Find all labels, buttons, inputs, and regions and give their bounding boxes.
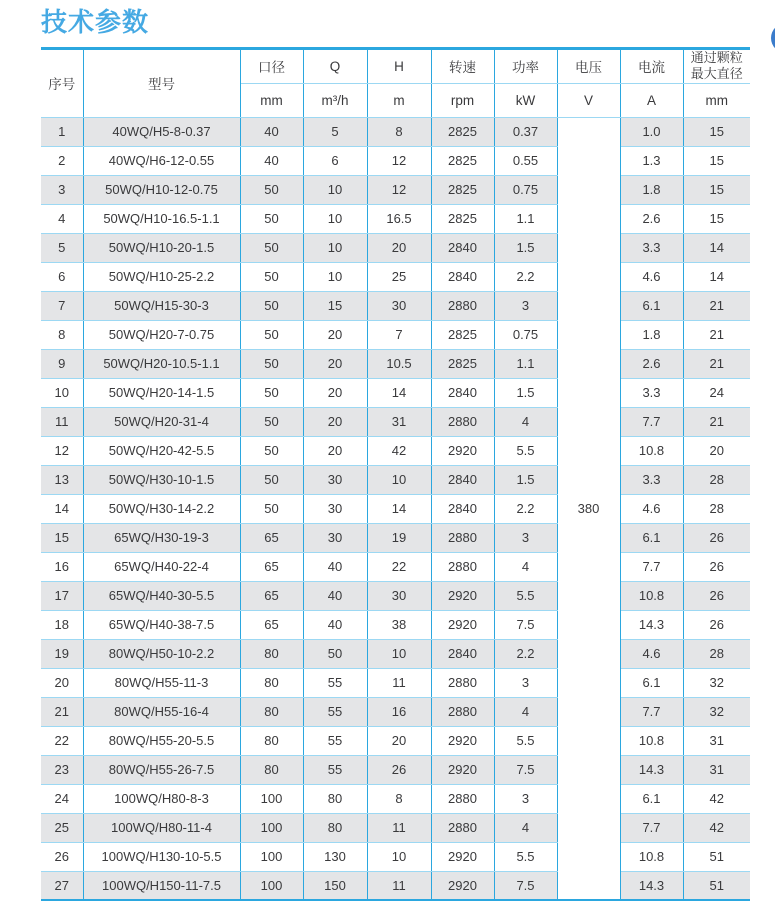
col-unit-voltage: V	[557, 83, 620, 117]
cell-particle: 32	[683, 697, 750, 726]
table-row	[41, 407, 750, 436]
cell-model: 50WQ/H10-12-0.75	[83, 175, 240, 204]
cell-diameter: 80	[240, 668, 303, 697]
cell-power: 3	[494, 291, 557, 320]
table-row	[41, 581, 750, 610]
cell-index: 2	[41, 146, 83, 175]
cell-power: 7.5	[494, 610, 557, 639]
cell-h: 16	[367, 697, 431, 726]
cell-particle: 14	[683, 262, 750, 291]
cell-speed: 2825	[431, 320, 494, 349]
cell-model: 100WQ/H150-11-7.5	[83, 871, 240, 900]
table-row	[41, 291, 750, 320]
cell-current: 10.8	[620, 842, 683, 871]
cell-index: 18	[41, 610, 83, 639]
cell-model: 100WQ/H80-8-3	[83, 784, 240, 813]
cell-model: 50WQ/H20-10.5-1.1	[83, 349, 240, 378]
col-header-q: Q	[303, 49, 367, 84]
cell-power: 4	[494, 813, 557, 842]
cell-h: 30	[367, 581, 431, 610]
cell-power: 4	[494, 697, 557, 726]
cell-speed: 2840	[431, 262, 494, 291]
cell-current: 3.3	[620, 465, 683, 494]
cell-h: 25	[367, 262, 431, 291]
cell-index: 24	[41, 784, 83, 813]
col-header-diameter: 口径	[240, 49, 303, 84]
cell-q: 55	[303, 726, 367, 755]
cell-power: 4	[494, 552, 557, 581]
table-header	[41, 49, 750, 118]
table-row	[41, 349, 750, 378]
cell-q: 6	[303, 146, 367, 175]
cell-current: 3.3	[620, 233, 683, 262]
table-row	[41, 175, 750, 204]
cell-current: 7.7	[620, 552, 683, 581]
cell-model: 80WQ/H55-11-3	[83, 668, 240, 697]
table-row	[41, 523, 750, 552]
cell-model: 65WQ/H40-38-7.5	[83, 610, 240, 639]
cell-h: 10	[367, 842, 431, 871]
cell-power: 5.5	[494, 842, 557, 871]
cell-diameter: 40	[240, 117, 303, 146]
cell-h: 8	[367, 784, 431, 813]
cell-diameter: 50	[240, 204, 303, 233]
table-row	[41, 755, 750, 784]
header-name-row	[41, 49, 750, 84]
cell-current: 7.7	[620, 813, 683, 842]
cell-h: 30	[367, 291, 431, 320]
cell-h: 22	[367, 552, 431, 581]
cell-speed: 2920	[431, 436, 494, 465]
table-row	[41, 378, 750, 407]
table-row	[41, 262, 750, 291]
cell-diameter: 65	[240, 552, 303, 581]
cell-index: 12	[41, 436, 83, 465]
cell-speed: 2880	[431, 697, 494, 726]
cell-power: 0.75	[494, 320, 557, 349]
cell-current: 6.1	[620, 291, 683, 320]
cell-diameter: 50	[240, 320, 303, 349]
cell-index: 9	[41, 349, 83, 378]
cell-model: 50WQ/H30-10-1.5	[83, 465, 240, 494]
cell-model: 50WQ/H15-30-3	[83, 291, 240, 320]
cell-current: 2.6	[620, 204, 683, 233]
cell-diameter: 50	[240, 407, 303, 436]
cell-model: 50WQ/H10-16.5-1.1	[83, 204, 240, 233]
cell-index: 1	[41, 117, 83, 146]
cell-speed: 2840	[431, 233, 494, 262]
cell-power: 3	[494, 668, 557, 697]
col-unit-q: m³/h	[303, 83, 367, 117]
cell-particle: 42	[683, 784, 750, 813]
cell-speed: 2880	[431, 813, 494, 842]
table-row	[41, 494, 750, 523]
col-unit-h: m	[367, 83, 431, 117]
table-row	[41, 320, 750, 349]
table-row	[41, 726, 750, 755]
cell-speed: 2825	[431, 204, 494, 233]
cell-index: 11	[41, 407, 83, 436]
cell-h: 20	[367, 726, 431, 755]
cell-particle: 20	[683, 436, 750, 465]
cell-model: 50WQ/H10-25-2.2	[83, 262, 240, 291]
cell-model: 80WQ/H50-10-2.2	[83, 639, 240, 668]
col-header-current: 电流	[620, 49, 683, 84]
table-row	[41, 784, 750, 813]
cell-h: 38	[367, 610, 431, 639]
cell-q: 80	[303, 813, 367, 842]
cell-h: 10	[367, 639, 431, 668]
technical-parameters-table	[41, 47, 750, 901]
cell-speed: 2920	[431, 581, 494, 610]
table-row	[41, 668, 750, 697]
cell-index: 8	[41, 320, 83, 349]
cell-power: 2.2	[494, 494, 557, 523]
col-header-index: 序号	[41, 49, 83, 118]
cell-index: 27	[41, 871, 83, 900]
cell-speed: 2825	[431, 349, 494, 378]
cell-q: 10	[303, 233, 367, 262]
cell-index: 4	[41, 204, 83, 233]
cell-index: 20	[41, 668, 83, 697]
cell-q: 80	[303, 784, 367, 813]
cell-model: 65WQ/H40-30-5.5	[83, 581, 240, 610]
cell-current: 6.1	[620, 784, 683, 813]
cell-index: 19	[41, 639, 83, 668]
cell-q: 10	[303, 175, 367, 204]
cell-diameter: 65	[240, 523, 303, 552]
cell-q: 50	[303, 639, 367, 668]
cell-current: 14.3	[620, 871, 683, 900]
cell-particle: 42	[683, 813, 750, 842]
cell-q: 20	[303, 378, 367, 407]
cell-diameter: 50	[240, 378, 303, 407]
cell-speed: 2825	[431, 146, 494, 175]
cell-power: 1.5	[494, 233, 557, 262]
cell-q: 30	[303, 465, 367, 494]
cell-model: 50WQ/H20-14-1.5	[83, 378, 240, 407]
cell-speed: 2920	[431, 871, 494, 900]
cell-power: 7.5	[494, 755, 557, 784]
cell-diameter: 100	[240, 784, 303, 813]
col-unit-speed: rpm	[431, 83, 494, 117]
cell-q: 30	[303, 494, 367, 523]
cell-h: 31	[367, 407, 431, 436]
cell-speed: 2840	[431, 378, 494, 407]
col-header-particle-label: 通过颗粒最大直径	[690, 50, 743, 82]
cell-index: 22	[41, 726, 83, 755]
cell-q: 20	[303, 407, 367, 436]
cell-power: 2.2	[494, 639, 557, 668]
cell-q: 5	[303, 117, 367, 146]
cell-current: 6.1	[620, 668, 683, 697]
cell-index: 23	[41, 755, 83, 784]
table-row	[41, 697, 750, 726]
cell-particle: 15	[683, 117, 750, 146]
table-row	[41, 552, 750, 581]
cell-speed: 2880	[431, 784, 494, 813]
col-unit-particle: mm	[683, 83, 750, 117]
table-body	[41, 117, 750, 900]
cell-particle: 21	[683, 349, 750, 378]
cell-particle: 15	[683, 175, 750, 204]
cell-diameter: 100	[240, 842, 303, 871]
cell-speed: 2880	[431, 407, 494, 436]
cell-index: 25	[41, 813, 83, 842]
cell-index: 15	[41, 523, 83, 552]
cell-q: 30	[303, 523, 367, 552]
cell-power: 5.5	[494, 581, 557, 610]
cell-index: 7	[41, 291, 83, 320]
table-row	[41, 146, 750, 175]
cell-power: 1.5	[494, 378, 557, 407]
table-row	[41, 233, 750, 262]
table-row	[41, 465, 750, 494]
cell-current: 2.6	[620, 349, 683, 378]
cell-power: 1.5	[494, 465, 557, 494]
cell-current: 14.3	[620, 610, 683, 639]
table-row	[41, 610, 750, 639]
cell-speed: 2920	[431, 755, 494, 784]
cell-power: 5.5	[494, 726, 557, 755]
cell-model: 50WQ/H30-14-2.2	[83, 494, 240, 523]
cell-speed: 2840	[431, 465, 494, 494]
cell-h: 14	[367, 494, 431, 523]
cell-power: 0.55	[494, 146, 557, 175]
cell-diameter: 100	[240, 813, 303, 842]
cell-q: 150	[303, 871, 367, 900]
cell-particle: 32	[683, 668, 750, 697]
cell-speed: 2880	[431, 523, 494, 552]
cell-speed: 2840	[431, 639, 494, 668]
cell-current: 1.8	[620, 175, 683, 204]
cell-current: 14.3	[620, 755, 683, 784]
cell-speed: 2825	[431, 117, 494, 146]
col-unit-diameter: mm	[240, 83, 303, 117]
cell-particle: 24	[683, 378, 750, 407]
cell-particle: 31	[683, 755, 750, 784]
cell-power: 1.1	[494, 349, 557, 378]
cell-power: 4	[494, 407, 557, 436]
cell-power: 5.5	[494, 436, 557, 465]
col-header-speed: 转速	[431, 49, 494, 84]
cell-diameter: 50	[240, 494, 303, 523]
cell-q: 20	[303, 349, 367, 378]
cell-q: 20	[303, 320, 367, 349]
cell-particle: 31	[683, 726, 750, 755]
cell-model: 100WQ/H80-11-4	[83, 813, 240, 842]
cell-index: 17	[41, 581, 83, 610]
col-unit-power: kW	[494, 83, 557, 117]
cell-index: 10	[41, 378, 83, 407]
cell-current: 10.8	[620, 581, 683, 610]
cell-power: 1.1	[494, 204, 557, 233]
cell-current: 6.1	[620, 523, 683, 552]
cell-particle: 26	[683, 610, 750, 639]
cell-h: 26	[367, 755, 431, 784]
col-header-power: 功率	[494, 49, 557, 84]
cell-diameter: 50	[240, 436, 303, 465]
cell-index: 5	[41, 233, 83, 262]
cell-q: 55	[303, 668, 367, 697]
cell-diameter: 80	[240, 639, 303, 668]
cell-q: 40	[303, 552, 367, 581]
cell-particle: 21	[683, 407, 750, 436]
cell-h: 20	[367, 233, 431, 262]
cell-particle: 26	[683, 523, 750, 552]
col-header-particle	[683, 49, 750, 84]
cell-speed: 2920	[431, 842, 494, 871]
cell-power: 3	[494, 523, 557, 552]
cell-particle: 51	[683, 842, 750, 871]
cell-h: 19	[367, 523, 431, 552]
cell-speed: 2880	[431, 668, 494, 697]
cell-power: 7.5	[494, 871, 557, 900]
cell-current: 10.8	[620, 726, 683, 755]
table-row	[41, 639, 750, 668]
cell-current: 3.3	[620, 378, 683, 407]
cell-particle: 21	[683, 320, 750, 349]
cell-h: 7	[367, 320, 431, 349]
cell-h: 10	[367, 465, 431, 494]
cell-model: 50WQ/H20-7-0.75	[83, 320, 240, 349]
cell-speed: 2880	[431, 552, 494, 581]
cell-speed: 2880	[431, 291, 494, 320]
cell-power: 3	[494, 784, 557, 813]
cell-power: 0.75	[494, 175, 557, 204]
cell-diameter: 50	[240, 233, 303, 262]
cell-particle: 26	[683, 581, 750, 610]
table-row	[41, 842, 750, 871]
cell-q: 55	[303, 697, 367, 726]
cell-particle: 21	[683, 291, 750, 320]
cell-speed: 2920	[431, 726, 494, 755]
cell-diameter: 50	[240, 262, 303, 291]
cell-diameter: 65	[240, 610, 303, 639]
cell-index: 16	[41, 552, 83, 581]
cell-power: 2.2	[494, 262, 557, 291]
cell-particle: 15	[683, 146, 750, 175]
cell-particle: 51	[683, 871, 750, 900]
table-row	[41, 204, 750, 233]
cell-diameter: 50	[240, 349, 303, 378]
cell-current: 1.3	[620, 146, 683, 175]
cell-q: 10	[303, 204, 367, 233]
cell-h: 16.5	[367, 204, 431, 233]
table-row	[41, 436, 750, 465]
col-header-model: 型号	[83, 49, 240, 118]
cell-q: 40	[303, 581, 367, 610]
cell-index: 21	[41, 697, 83, 726]
page-title: 技术参数	[41, 7, 150, 37]
cell-current: 7.7	[620, 407, 683, 436]
cell-particle: 28	[683, 494, 750, 523]
cell-current: 7.7	[620, 697, 683, 726]
table-row	[41, 871, 750, 900]
cell-h: 10.5	[367, 349, 431, 378]
cell-current: 4.6	[620, 262, 683, 291]
cell-model: 50WQ/H20-31-4	[83, 407, 240, 436]
table-row	[41, 117, 750, 146]
cell-h: 12	[367, 175, 431, 204]
cell-q: 55	[303, 755, 367, 784]
cell-index: 13	[41, 465, 83, 494]
cell-particle: 28	[683, 639, 750, 668]
cell-diameter: 80	[240, 755, 303, 784]
col-header-h: H	[367, 49, 431, 84]
cell-diameter: 80	[240, 726, 303, 755]
col-unit-current: A	[620, 83, 683, 117]
cell-current: 1.8	[620, 320, 683, 349]
cell-index: 3	[41, 175, 83, 204]
cell-current: 4.6	[620, 494, 683, 523]
cell-model: 80WQ/H55-16-4	[83, 697, 240, 726]
cell-q: 130	[303, 842, 367, 871]
cell-h: 11	[367, 813, 431, 842]
voltage-merged-cell: 380	[557, 117, 620, 900]
cell-diameter: 50	[240, 175, 303, 204]
cell-q: 15	[303, 291, 367, 320]
cell-particle: 15	[683, 204, 750, 233]
col-header-voltage: 电压	[557, 49, 620, 84]
cell-h: 42	[367, 436, 431, 465]
cell-h: 11	[367, 668, 431, 697]
cell-diameter: 50	[240, 465, 303, 494]
cell-model: 80WQ/H55-26-7.5	[83, 755, 240, 784]
cell-diameter: 50	[240, 291, 303, 320]
cell-index: 26	[41, 842, 83, 871]
cell-q: 20	[303, 436, 367, 465]
cell-current: 1.0	[620, 117, 683, 146]
cell-model: 40WQ/H6-12-0.55	[83, 146, 240, 175]
cell-diameter: 80	[240, 697, 303, 726]
cell-current: 4.6	[620, 639, 683, 668]
cell-particle: 28	[683, 465, 750, 494]
cell-model: 65WQ/H30-19-3	[83, 523, 240, 552]
cell-h: 14	[367, 378, 431, 407]
cell-diameter: 40	[240, 146, 303, 175]
cell-diameter: 65	[240, 581, 303, 610]
cell-h: 12	[367, 146, 431, 175]
cell-particle: 14	[683, 233, 750, 262]
cell-speed: 2825	[431, 175, 494, 204]
cell-index: 6	[41, 262, 83, 291]
cell-q: 40	[303, 610, 367, 639]
cell-current: 10.8	[620, 436, 683, 465]
table-row	[41, 813, 750, 842]
cell-speed: 2840	[431, 494, 494, 523]
cell-q: 10	[303, 262, 367, 291]
cell-particle: 26	[683, 552, 750, 581]
cell-model: 50WQ/H20-42-5.5	[83, 436, 240, 465]
cell-h: 11	[367, 871, 431, 900]
cell-power: 0.37	[494, 117, 557, 146]
cell-model: 65WQ/H40-22-4	[83, 552, 240, 581]
cell-h: 8	[367, 117, 431, 146]
cell-model: 40WQ/H5-8-0.37	[83, 117, 240, 146]
cell-index: 14	[41, 494, 83, 523]
cell-speed: 2920	[431, 610, 494, 639]
cell-model: 100WQ/H130-10-5.5	[83, 842, 240, 871]
cell-diameter: 100	[240, 871, 303, 900]
cell-model: 50WQ/H10-20-1.5	[83, 233, 240, 262]
cell-model: 80WQ/H55-20-5.5	[83, 726, 240, 755]
